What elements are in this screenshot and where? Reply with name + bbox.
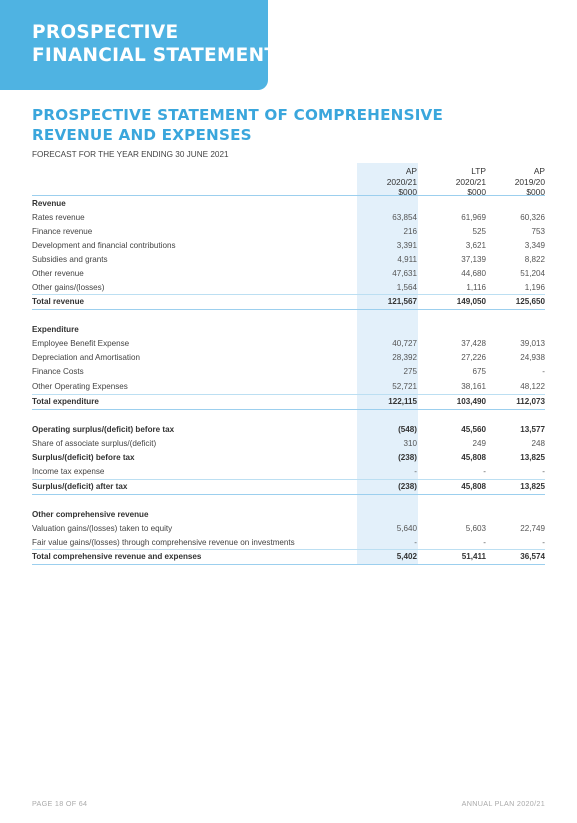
section-banner (0, 0, 291, 90)
statement-title-line1: PROSPECTIVE STATEMENT OF COMPREHENSIVE (32, 106, 444, 124)
section-heading-expenditure: Expenditure (32, 325, 79, 334)
total-row: Total expenditure 122,115 103,490 112,073 (32, 397, 545, 406)
section-heading-revenue: Revenue (32, 199, 66, 208)
table-row: Finance Costs 275 675 - (32, 367, 545, 376)
total-rule (32, 564, 545, 565)
table-row: Fair value gains/(losses) through comprehensive revenue on investments - - - (32, 538, 545, 547)
table-row: Subsidies and grants 4,911 37,139 8,822 (32, 255, 545, 264)
banner-title-line1: PROSPECTIVE (32, 22, 179, 43)
table-row: Valuation gains/(losses) taken to equity 5,640 5,603 22,749 (32, 524, 545, 533)
table-row: Other revenue 47,631 44,680 51,204 (32, 269, 545, 278)
table-row: Development and financial contributions 3,391 3,621 3,349 (32, 241, 545, 250)
table-row: Depreciation and Amortisation 28,392 27,226 24,938 (32, 353, 545, 362)
section-heading-other-comprehensive: Other comprehensive revenue (32, 510, 149, 519)
document-name: ANNUAL PLAN 2020/21 (461, 799, 545, 808)
total-row: Surplus/(deficit) after tax (238) 45,808 13,825 (32, 482, 545, 491)
table-row: Finance revenue 216 525 753 (32, 227, 545, 236)
total-rule (32, 409, 545, 410)
table-row: Employee Benefit Expense 40,727 37,428 39,013 (32, 339, 545, 348)
total-rule (32, 494, 545, 495)
table-row: Rates revenue 63,854 61,969 60,326 (32, 213, 545, 222)
column-header-ap-2019: AP 2019/20 $000 (514, 166, 545, 197)
column-header-ap-2020: AP 2020/21 $000 (386, 166, 417, 197)
table-row: Share of associate surplus/(deficit) 310 249 248 (32, 439, 545, 448)
table-row: Surplus/(deficit) before tax (238) 45,808 13,825 (32, 453, 545, 462)
header-rule (32, 195, 545, 196)
statement-subtitle: FORECAST FOR THE YEAR ENDING 30 JUNE 2021 (32, 150, 229, 159)
statement-title-line2: REVENUE AND EXPENSES (32, 126, 252, 144)
table-row: Other Operating Expenses 52,721 38,161 48,122 (32, 382, 545, 391)
table-row: Operating surplus/(deficit) before tax (548) 45,560 13,577 (32, 425, 545, 434)
total-row: Total revenue 121,567 149,050 125,650 (32, 297, 545, 306)
table-row: Income tax expense - - - (32, 467, 545, 476)
total-row: Total comprehensive revenue and expenses 5,402 51,411 36,574 (32, 552, 545, 561)
banner-title-line2: FINANCIAL STATEMENTS (32, 45, 291, 66)
page-number: PAGE 18 OF 64 (32, 799, 88, 808)
table-row: Other gains/(losses) 1,564 1,116 1,196 (32, 283, 545, 292)
total-rule (32, 309, 545, 310)
column-header-ltp-2020: LTP 2020/21 $000 (455, 166, 486, 197)
